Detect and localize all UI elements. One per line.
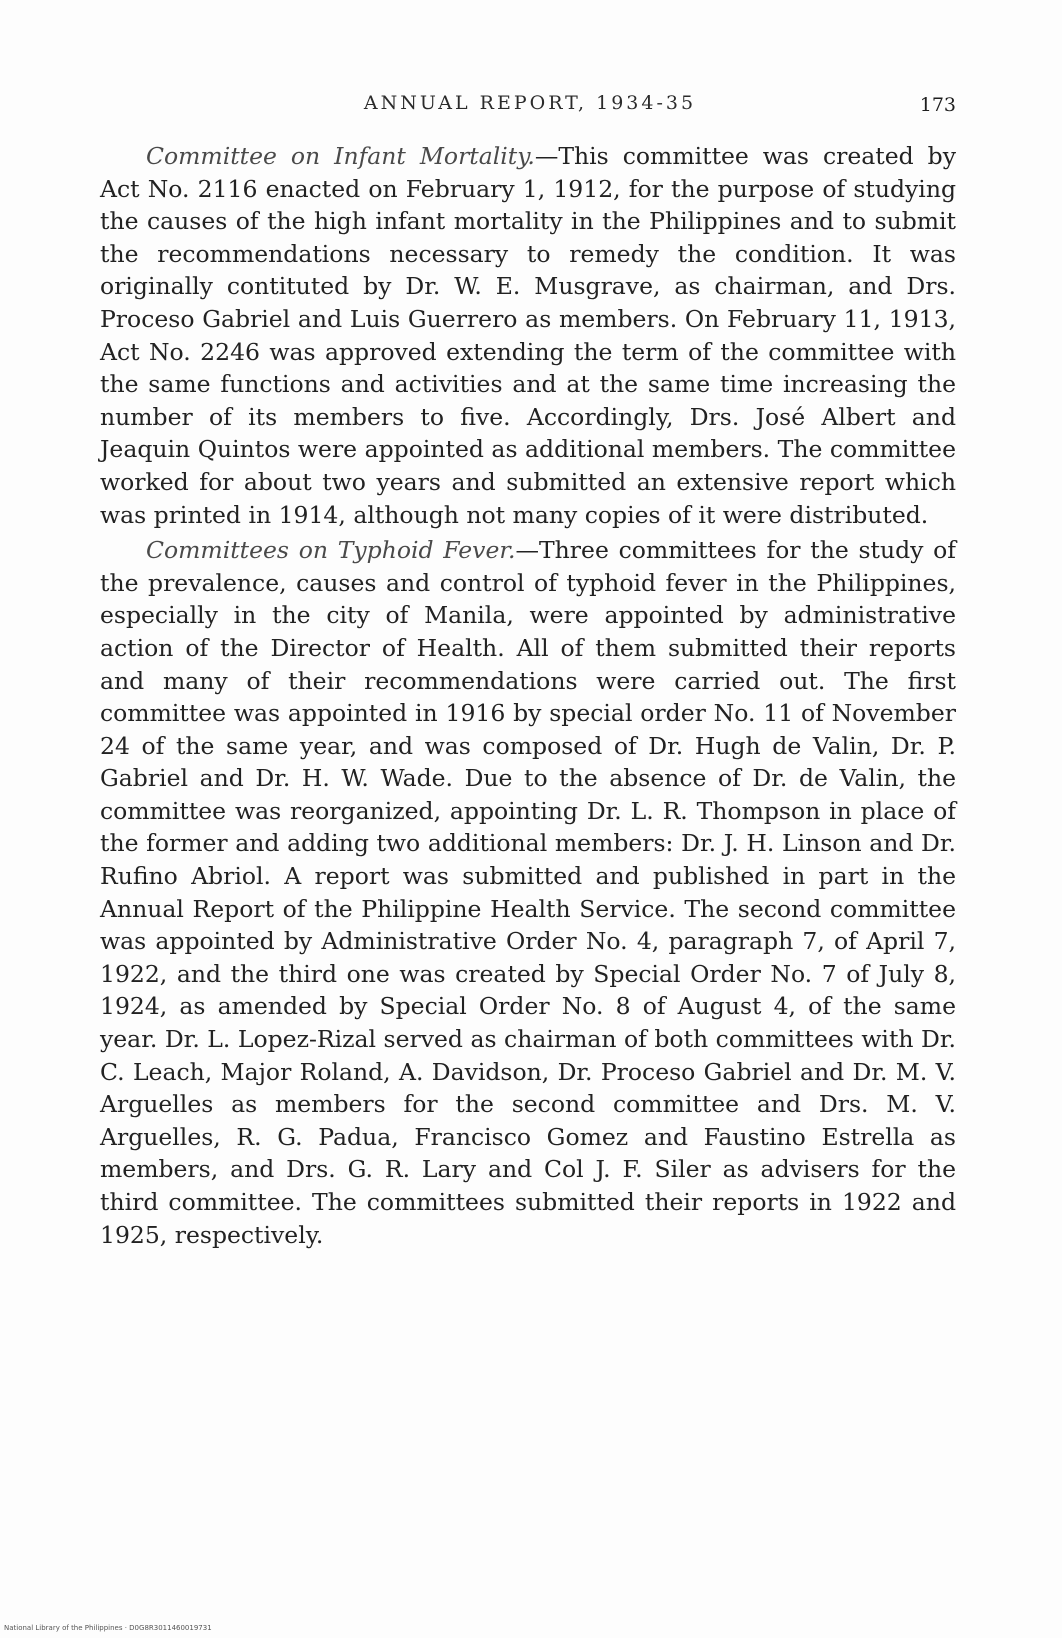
body-text	[100, 140, 956, 1251]
paragraph-infant-mortality	[100, 140, 956, 531]
paragraph-text: —This committee was created by Act No. 2116 enacted on February 1, 1912, for the purpose of studying the causes of the high infant mortality in the Philippines and to submit the recommendations necessary to remedy the condition. It was originally contituted by Dr. W. E. Musgrave, as chairman, and Drs. Proceso Gabriel and Luis Guerrero as members. On February 11, 1913, Act No. 2246 was approved extending the term of the committee with the same functions and activities and at the same time increasing the number of its members to five. Accordingly, Drs. José Albert and Jeaquin Quintos were appointed as additional members. The committee worked for about two years and submitted an extensive report which was printed in 1914, although not many copies of it were distributed.	[100, 142, 956, 529]
running-head	[100, 88, 960, 124]
paragraph-text: —Three committees for the study of the prevalence, causes and control of typhoid fever in the Philippines, especially in the city of Manila, were appointed by administrative action of the Director of Health. All of them submitted their reports and many of their recommendations were carried out. The first committee was appointed in 1916 by special order No. 11 of November 24 of the same year, and was composed of Dr. Hugh de Valin, Dr. P. Gabriel and Dr. H. W. Wade. Due to the absence of Dr. de Valin, the committee was reorganized, appointing Dr. L. R. Thompson in place of the former and adding two additional members: Dr. J. H. Linson and Dr. Rufino Abriol. A report was submitted and published in part in the Annual Report of the Philippine Health Service. The second committee was appointed by Administrative Order No. 4, paragraph 7, of April 7, 1922, and the third one was created by Special Order No. 7 of July 8, 1924, as amended by Special Order No. 8 of August 4, of the same year. Dr. L. Lopez-Rizal served as chairman of both committees with Dr. C. Leach, Major Roland, A. Davidson, Dr. Proceso Gabriel and Dr. M. V. Arguelles as members for the second committee and Drs. M. V. Arguelles, R. G. Padua, Francisco Gomez and Faustino Estrella as members, and Drs. G. R. Lary and Col J. F. Siler as advisers for the third committee. The committees submitted their reports in 1922 and 1925, respectively.	[100, 536, 956, 1249]
running-title: ANNUAL REPORT, 1934-35	[363, 92, 697, 114]
footer-credit: National Library of the Philippines · D0G8R3011460019731	[4, 1624, 212, 1632]
paragraph-heading: Committees on Typhoid Fever.	[146, 536, 516, 565]
paragraph-heading: Committee on Infant Mortality.	[146, 142, 535, 170]
page-number: 173	[919, 94, 956, 116]
paragraph-typhoid-fever	[100, 534, 956, 1251]
